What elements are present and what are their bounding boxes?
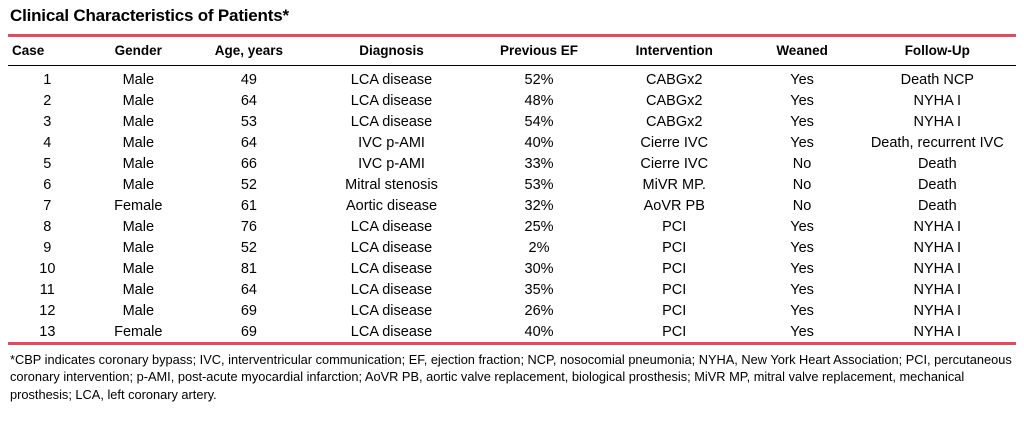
cell-gender: Male bbox=[122, 176, 155, 193]
cell-case: 7 bbox=[43, 197, 52, 214]
cell-age: 66 bbox=[240, 155, 257, 172]
cell-follow-up: NYHA I bbox=[913, 218, 962, 235]
cell-intervention: PCI bbox=[662, 323, 687, 340]
cell-previous-ef: 54% bbox=[524, 113, 554, 130]
cell-gender: Female bbox=[114, 197, 163, 214]
cell-weaned: Yes bbox=[790, 302, 814, 319]
clinical-characteristics-table bbox=[8, 37, 1016, 65]
cell-age: 64 bbox=[240, 92, 257, 109]
cell-previous-ef: 25% bbox=[524, 218, 554, 235]
table-row bbox=[8, 69, 1016, 90]
cell-diagnosis: LCA disease bbox=[350, 281, 433, 298]
cell-previous-ef: 2% bbox=[528, 239, 550, 256]
column-header-gender: Gender bbox=[114, 42, 162, 58]
table-row bbox=[8, 111, 1016, 132]
cell-case: 3 bbox=[43, 113, 52, 130]
cell-gender: Male bbox=[122, 92, 155, 109]
cell-gender: Male bbox=[122, 71, 155, 88]
cell-previous-ef: 52% bbox=[524, 71, 554, 88]
column-header-follow-up: Follow-Up bbox=[904, 42, 970, 58]
cell-age: 53 bbox=[240, 113, 257, 130]
cell-previous-ef: 40% bbox=[524, 323, 554, 340]
cell-follow-up: Death bbox=[917, 155, 957, 172]
table-row bbox=[8, 216, 1016, 237]
cell-diagnosis: LCA disease bbox=[350, 113, 433, 130]
cell-diagnosis: LCA disease bbox=[350, 92, 433, 109]
cell-diagnosis: IVC p-AMI bbox=[358, 155, 425, 172]
column-header-weaned: Weaned bbox=[776, 42, 828, 58]
cell-age: 64 bbox=[240, 281, 257, 298]
cell-weaned: Yes bbox=[790, 71, 814, 88]
cell-gender: Male bbox=[122, 260, 155, 277]
cell-gender: Female bbox=[114, 323, 163, 340]
table-row bbox=[8, 132, 1016, 153]
cell-intervention: PCI bbox=[662, 239, 687, 256]
cell-age: 52 bbox=[240, 176, 257, 193]
cell-case: 5 bbox=[43, 155, 52, 172]
table-row bbox=[8, 195, 1016, 216]
column-header-diagnosis: Diagnosis bbox=[359, 42, 424, 58]
cell-weaned: No bbox=[792, 176, 812, 193]
table-row bbox=[8, 153, 1016, 174]
cell-intervention: Cierre IVC bbox=[640, 155, 709, 172]
cell-case: 2 bbox=[43, 92, 52, 109]
table-row bbox=[8, 90, 1016, 111]
cell-follow-up: NYHA I bbox=[913, 260, 962, 277]
table-header bbox=[8, 37, 1016, 65]
cell-diagnosis: LCA disease bbox=[350, 218, 433, 235]
cell-follow-up: NYHA I bbox=[913, 323, 962, 340]
cell-weaned: Yes bbox=[790, 134, 814, 151]
cell-age: 61 bbox=[240, 197, 257, 214]
cell-age: 49 bbox=[240, 71, 257, 88]
table-row bbox=[8, 300, 1016, 321]
table-row bbox=[8, 279, 1016, 300]
cell-diagnosis: Aortic disease bbox=[345, 197, 438, 214]
column-header-previous-ef: Previous EF bbox=[500, 42, 579, 58]
cell-age: 81 bbox=[240, 260, 257, 277]
cell-previous-ef: 26% bbox=[524, 302, 554, 319]
table-body bbox=[8, 69, 1016, 342]
cell-intervention: CABGx2 bbox=[646, 113, 703, 130]
cell-case: 9 bbox=[43, 239, 52, 256]
cell-diagnosis: LCA disease bbox=[350, 323, 433, 340]
cell-case: 8 bbox=[43, 218, 52, 235]
cell-diagnosis: LCA disease bbox=[350, 302, 433, 319]
table-footnote: *CBP indicates coronary bypass; IVC, interventricular communication; EF, ejection fraction; NCP, nosocomial pneumonia; NYHA, New York Heart Association; PCI, percutaneous coronary intervention; p-AMI, post-acute myocardial infarction; AoVR PB, aortic valve replacement, biological prosthesis; MiVR MP, mitral valve replacement, mechanical prosthesis; LCA, left coronary artery. bbox=[10, 352, 1012, 402]
cell-case: 4 bbox=[43, 134, 52, 151]
table-title: Clinical Characteristics of Patients* bbox=[10, 6, 289, 25]
cell-age: 69 bbox=[240, 302, 257, 319]
cell-gender: Male bbox=[122, 281, 155, 298]
cell-intervention: PCI bbox=[662, 218, 687, 235]
cell-weaned: No bbox=[792, 197, 812, 214]
cell-intervention: PCI bbox=[662, 281, 687, 298]
cell-gender: Male bbox=[122, 218, 155, 235]
cell-weaned: Yes bbox=[790, 260, 814, 277]
cell-intervention: PCI bbox=[662, 260, 687, 277]
cell-weaned: Yes bbox=[790, 113, 814, 130]
cell-follow-up: Death, recurrent IVC bbox=[870, 134, 1004, 151]
cell-case: 6 bbox=[43, 176, 52, 193]
cell-weaned: Yes bbox=[790, 323, 814, 340]
cell-weaned: No bbox=[792, 155, 812, 172]
cell-previous-ef: 32% bbox=[524, 197, 554, 214]
table-row bbox=[8, 237, 1016, 258]
cell-diagnosis: LCA disease bbox=[350, 71, 433, 88]
cell-case: 12 bbox=[39, 302, 56, 319]
cell-diagnosis: LCA disease bbox=[350, 260, 433, 277]
clinical-characteristics-table-body bbox=[8, 69, 1016, 342]
cell-intervention: CABGx2 bbox=[646, 71, 703, 88]
cell-diagnosis: LCA disease bbox=[350, 239, 433, 256]
cell-intervention: PCI bbox=[662, 302, 687, 319]
table-row bbox=[8, 174, 1016, 195]
cell-age: 69 bbox=[240, 323, 257, 340]
cell-age: 76 bbox=[240, 218, 257, 235]
cell-case: 13 bbox=[39, 323, 56, 340]
cell-gender: Male bbox=[122, 155, 155, 172]
cell-gender: Male bbox=[122, 302, 155, 319]
cell-previous-ef: 53% bbox=[524, 176, 554, 193]
cell-previous-ef: 35% bbox=[524, 281, 554, 298]
cell-case: 11 bbox=[39, 281, 55, 298]
cell-follow-up: Death bbox=[917, 197, 957, 214]
cell-follow-up: NYHA I bbox=[913, 302, 962, 319]
cell-diagnosis: Mitral stenosis bbox=[345, 176, 438, 193]
cell-weaned: Yes bbox=[790, 218, 814, 235]
column-header-age: Age, years bbox=[214, 42, 284, 58]
cell-intervention: CABGx2 bbox=[646, 92, 703, 109]
cell-age: 52 bbox=[240, 239, 257, 256]
cell-gender: Male bbox=[122, 134, 155, 151]
cell-follow-up: NYHA I bbox=[913, 281, 962, 298]
cell-intervention: Cierre IVC bbox=[640, 134, 709, 151]
cell-intervention: MiVR MP. bbox=[642, 176, 706, 193]
cell-age: 64 bbox=[240, 134, 257, 151]
cell-gender: Male bbox=[122, 113, 155, 130]
cell-diagnosis: IVC p-AMI bbox=[358, 134, 425, 151]
cell-previous-ef: 30% bbox=[524, 260, 554, 277]
table-header-row bbox=[8, 37, 1016, 65]
cell-weaned: Yes bbox=[790, 92, 814, 109]
cell-follow-up: NYHA I bbox=[913, 92, 962, 109]
column-header-case: Case bbox=[12, 42, 45, 58]
cell-follow-up: NYHA I bbox=[913, 239, 962, 256]
cell-follow-up: Death NCP bbox=[900, 71, 974, 88]
column-header-intervention: Intervention bbox=[635, 42, 713, 58]
cell-follow-up: NYHA I bbox=[913, 113, 962, 130]
cell-case: 10 bbox=[39, 260, 56, 277]
table-row bbox=[8, 258, 1016, 279]
cell-previous-ef: 48% bbox=[524, 92, 554, 109]
cell-weaned: Yes bbox=[790, 239, 814, 256]
cell-case: 1 bbox=[43, 71, 52, 88]
cell-previous-ef: 33% bbox=[524, 155, 554, 172]
cell-weaned: Yes bbox=[790, 281, 814, 298]
cell-previous-ef: 40% bbox=[524, 134, 554, 151]
cell-follow-up: Death bbox=[917, 176, 957, 193]
cell-intervention: AoVR PB bbox=[643, 197, 705, 214]
table-row bbox=[8, 321, 1016, 342]
cell-gender: Male bbox=[122, 239, 155, 256]
